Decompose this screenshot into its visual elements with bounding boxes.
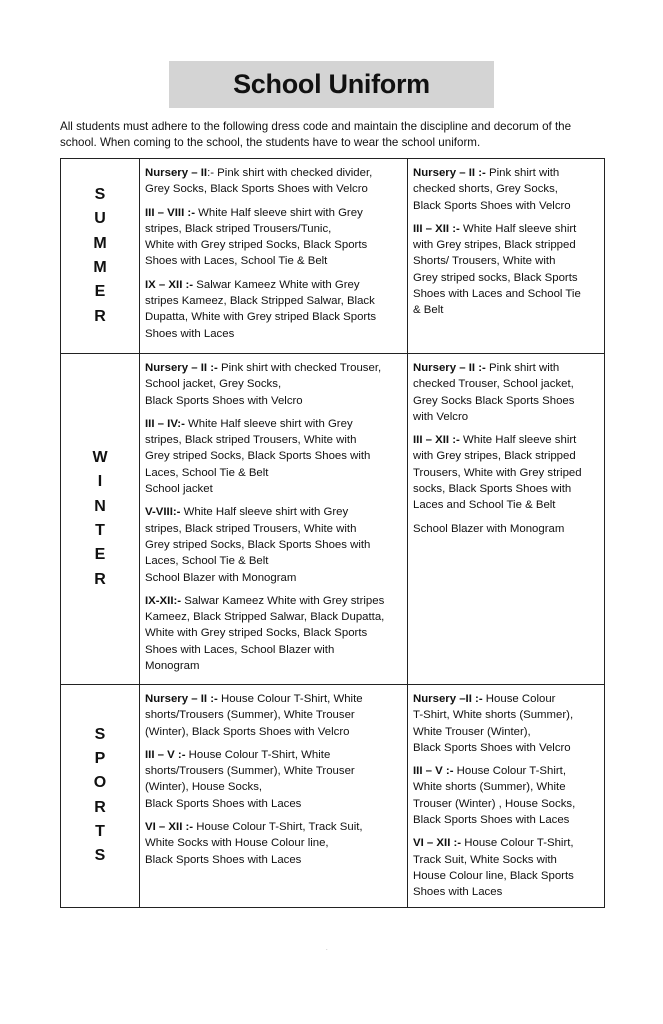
uniform-entry bbox=[145, 205, 401, 270]
entry-line bbox=[145, 360, 401, 376]
season-letter: T bbox=[95, 522, 105, 539]
entry-text: White Trouser (Winter), bbox=[413, 725, 531, 738]
season-cell bbox=[61, 159, 140, 354]
class-label: Nursery – II :- bbox=[145, 362, 218, 374]
entry-line bbox=[413, 237, 598, 253]
entry-line bbox=[145, 570, 401, 586]
entry-text: Shoes with Laces and School Tie bbox=[413, 288, 581, 301]
uniform-table bbox=[60, 158, 605, 908]
season-letter: S bbox=[94, 725, 106, 743]
entry-line bbox=[145, 625, 401, 641]
intro-paragraph bbox=[60, 119, 606, 150]
class-label: III – XII :- bbox=[413, 434, 460, 447]
entry-text: Pink shirt with bbox=[485, 362, 560, 374]
entry-text: Shoes with Laces, School Tie & Belt bbox=[145, 255, 328, 268]
season-letter: T bbox=[95, 823, 105, 841]
class-label: III – XII :- bbox=[413, 222, 460, 235]
season-letter: R bbox=[94, 307, 106, 325]
junior-cell bbox=[408, 354, 605, 685]
entry-text: Shorts/ Trousers, White with bbox=[413, 255, 556, 268]
entry-line bbox=[145, 416, 401, 432]
entry-text: School Blazer with Monogram bbox=[413, 522, 565, 535]
entry-text: T-Shirt, White shorts (Summer), bbox=[413, 709, 574, 722]
entry-text: White Half sleeve shirt with Grey bbox=[195, 206, 363, 219]
class-label: V-VIII:- bbox=[145, 506, 181, 519]
entry-text: Grey striped socks, Black Sports bbox=[413, 271, 578, 284]
entry-line bbox=[145, 642, 401, 658]
entry-line bbox=[413, 852, 598, 868]
entry-line bbox=[145, 165, 401, 181]
entry-text: stripes, Black striped Trousers, White with bbox=[145, 434, 357, 447]
entry-text: Monogram bbox=[145, 660, 200, 673]
season-letter: O bbox=[93, 774, 107, 792]
uniform-entry bbox=[145, 747, 401, 812]
entry-line bbox=[145, 521, 401, 537]
entry-line bbox=[413, 302, 598, 318]
entry-line bbox=[413, 884, 598, 900]
entry-text: stripes Kameez, Black Stripped Salwar, Black bbox=[145, 295, 375, 308]
season-letter: S bbox=[94, 847, 106, 865]
entry-line bbox=[413, 376, 598, 392]
season-cell bbox=[61, 685, 140, 908]
entry-text: House Colour T-Shirt, bbox=[461, 837, 574, 850]
junior-cell bbox=[408, 159, 605, 354]
entry-line bbox=[145, 181, 401, 197]
class-label: III – V :- bbox=[413, 765, 454, 778]
uniform-entry bbox=[413, 165, 598, 214]
season-row bbox=[61, 159, 605, 354]
uniform-entry bbox=[145, 165, 401, 198]
season-letter: P bbox=[94, 750, 106, 768]
entry-line bbox=[413, 253, 598, 269]
entry-text: stripes, Black striped Trousers/Tunic, bbox=[145, 222, 332, 235]
entry-text: School jacket bbox=[145, 483, 213, 496]
title-box bbox=[169, 61, 494, 108]
entry-line bbox=[145, 253, 401, 269]
class-label: Nursery –II :- bbox=[413, 693, 483, 705]
entry-line bbox=[145, 593, 401, 609]
class-label: III – VIII :- bbox=[145, 206, 196, 219]
uniform-entry bbox=[145, 416, 401, 497]
entry-text: White with Grey striped Socks, Black Sports bbox=[145, 239, 368, 252]
entry-text: Black Sports Shoes with Laces bbox=[145, 797, 302, 810]
entry-line bbox=[413, 497, 598, 513]
entry-line bbox=[145, 691, 401, 707]
cell-content bbox=[140, 159, 407, 348]
entry-line bbox=[145, 537, 401, 553]
uniform-entry bbox=[145, 593, 401, 674]
class-label: Nursery – II :- bbox=[413, 362, 486, 374]
entry-text: Grey striped Socks, Black Sports Shoes with bbox=[145, 538, 371, 551]
page-title: School Uniform bbox=[233, 69, 430, 99]
entry-line bbox=[413, 465, 598, 481]
entry-text: White Half sleeve shirt with Grey bbox=[180, 506, 349, 519]
season-letter: N bbox=[94, 497, 106, 515]
entry-text: Laces and School Tie & Belt bbox=[413, 499, 556, 512]
entry-line bbox=[413, 181, 598, 197]
entry-line bbox=[413, 779, 598, 795]
entry-line bbox=[413, 691, 598, 707]
entry-text: White shorts (Summer), White bbox=[413, 781, 566, 794]
entry-line bbox=[145, 852, 401, 868]
entry-line bbox=[145, 707, 401, 723]
uniform-entry bbox=[413, 360, 598, 425]
entry-text: Laces, School Tie & Belt bbox=[145, 555, 269, 568]
entry-text: (Winter), Black Sports Shoes with Velcro bbox=[145, 725, 350, 738]
entry-text: Trouser (Winter) , House Socks, bbox=[413, 797, 576, 810]
season-letter: R bbox=[94, 570, 106, 588]
entry-line bbox=[145, 465, 401, 481]
entry-text: (Winter), House Socks, bbox=[145, 781, 263, 794]
entry-line bbox=[145, 237, 401, 253]
entry-text: School jacket, Grey Socks, bbox=[145, 378, 282, 391]
entry-text: with Grey stripes, Black stripped bbox=[413, 239, 576, 252]
entry-text: Black Sports Shoes with Laces bbox=[413, 814, 570, 827]
entry-line bbox=[145, 432, 401, 448]
entry-line bbox=[413, 198, 598, 214]
entry-text: Salwar Kameez White with Grey bbox=[193, 278, 360, 291]
entry-text: House Colour bbox=[482, 693, 556, 705]
season-row bbox=[61, 354, 605, 685]
entry-line bbox=[145, 376, 401, 392]
entry-text: Pink shirt with checked Trouser, bbox=[217, 362, 382, 374]
uniform-entry bbox=[145, 504, 401, 585]
entry-line bbox=[413, 360, 598, 376]
entry-text: Kameez, Black Stripped Salwar, Black Dupatta, bbox=[145, 611, 385, 624]
entry-line bbox=[145, 504, 401, 520]
entry-line bbox=[413, 763, 598, 779]
season-label bbox=[61, 723, 139, 869]
entry-line bbox=[413, 221, 598, 237]
entry-text: Salwar Kameez White with Grey stripes bbox=[181, 594, 385, 607]
entry-text: Laces, School Tie & Belt bbox=[145, 466, 269, 479]
season-letter: I bbox=[97, 473, 103, 491]
entry-line bbox=[145, 553, 401, 569]
entry-text: with Velcro bbox=[413, 410, 469, 423]
entry-line bbox=[413, 868, 598, 884]
entry-line bbox=[145, 448, 401, 464]
entry-text: checked Trouser, School jacket, bbox=[413, 378, 574, 391]
cell-content bbox=[408, 159, 604, 325]
season-letter: E bbox=[94, 283, 106, 301]
entry-text: School Blazer with Monogram bbox=[145, 571, 297, 584]
entry-text: stripes, Black striped Trousers, White with bbox=[145, 522, 357, 535]
entry-text: White Socks with House Colour line, bbox=[145, 837, 329, 850]
entry-text: Dupatta, White with Grey striped Black Sports bbox=[145, 311, 377, 324]
entry-text: Grey Socks Black Sports Shoes bbox=[413, 394, 575, 407]
entry-line bbox=[145, 277, 401, 293]
entry-line bbox=[145, 763, 401, 779]
class-label: Nursery – II :- bbox=[413, 167, 486, 179]
entry-line bbox=[413, 740, 598, 756]
entry-line bbox=[145, 609, 401, 625]
entry-text: shorts/Trousers (Summer), White Trouser bbox=[145, 709, 355, 722]
entry-text: House Colour line, Black Sports bbox=[413, 869, 574, 882]
junior-cell bbox=[408, 685, 605, 908]
entry-line bbox=[145, 747, 401, 763]
uniform-entry bbox=[145, 360, 401, 409]
season-letter: U bbox=[94, 210, 106, 228]
entry-text: White with Grey striped Socks, Black Sports bbox=[145, 627, 368, 640]
entry-line bbox=[413, 432, 598, 448]
uniform-entry bbox=[413, 221, 598, 319]
season-letter: W bbox=[92, 449, 108, 467]
intro-line: school. When coming to the school, the students have to wear the school uniform. bbox=[60, 135, 481, 149]
entry-text: Black Sports Shoes with Velcro bbox=[145, 394, 303, 407]
cell-content bbox=[140, 685, 407, 874]
season-label bbox=[61, 183, 139, 329]
uniform-entry bbox=[413, 432, 598, 513]
entry-text: House Colour T-Shirt, White bbox=[185, 748, 331, 761]
entry-line bbox=[145, 724, 401, 740]
season-letter: M bbox=[93, 234, 107, 252]
entry-line bbox=[413, 481, 598, 497]
entry-line bbox=[145, 658, 401, 674]
cell-content bbox=[140, 354, 407, 680]
entry-line bbox=[145, 481, 401, 497]
cell-content bbox=[408, 685, 604, 907]
intro-line: All students must adhere to the following dress code and maintain the discipline and decorum of the bbox=[60, 120, 572, 133]
uniform-entry bbox=[413, 763, 598, 828]
entry-text: socks, Black Sports Shoes with bbox=[413, 483, 572, 496]
class-label: Nursery – II :- bbox=[145, 693, 218, 705]
entry-line bbox=[413, 165, 598, 181]
class-label: III – IV:- bbox=[145, 417, 185, 430]
class-label: III – V :- bbox=[145, 748, 186, 761]
entry-line bbox=[413, 812, 598, 828]
entry-line bbox=[413, 707, 598, 723]
entry-text: White Half sleeve shirt bbox=[459, 434, 577, 447]
entry-line bbox=[413, 448, 598, 464]
season-letter: S bbox=[94, 186, 106, 204]
entry-line bbox=[145, 326, 401, 342]
entry-line bbox=[413, 286, 598, 302]
class-label: Nursery – II bbox=[145, 167, 208, 179]
uniform-entry bbox=[413, 691, 598, 756]
entry-text: House Colour T-Shirt, Track Suit, bbox=[193, 821, 363, 834]
entry-line bbox=[145, 221, 401, 237]
entry-text: with Grey stripes, Black stripped bbox=[413, 450, 576, 463]
entry-text: & Belt bbox=[413, 304, 444, 317]
entry-line bbox=[145, 796, 401, 812]
entry-line bbox=[145, 779, 401, 795]
entry-text: Shoes with Laces, School Blazer with bbox=[145, 643, 335, 656]
entry-text: :- Pink shirt with checked divider, bbox=[207, 167, 373, 179]
day-scholar-cell bbox=[140, 354, 408, 685]
entry-line bbox=[413, 521, 598, 537]
entry-line bbox=[413, 409, 598, 425]
entry-line bbox=[413, 796, 598, 812]
season-letter: R bbox=[94, 798, 106, 816]
entry-text: Black Sports Shoes with Velcro bbox=[413, 199, 571, 212]
entry-line bbox=[413, 724, 598, 740]
cell-content bbox=[408, 354, 604, 543]
season-letter: E bbox=[94, 546, 106, 564]
entry-text: shorts/Trousers (Summer), White Trouser bbox=[145, 765, 355, 778]
entry-text: Trousers, White with Grey striped bbox=[413, 466, 582, 479]
entry-line bbox=[145, 205, 401, 221]
class-label: IX – XII :- bbox=[145, 278, 194, 291]
page-mark: . bbox=[326, 946, 328, 952]
entry-text: Pink shirt with bbox=[485, 167, 560, 179]
entry-text: Grey striped Socks, Black Sports Shoes with bbox=[145, 450, 371, 463]
class-label: IX-XII:- bbox=[145, 594, 182, 607]
day-scholar-cell bbox=[140, 685, 408, 908]
uniform-entry bbox=[145, 819, 401, 868]
entry-text: Track Suit, White Socks with bbox=[413, 853, 557, 866]
uniform-entry bbox=[413, 835, 598, 900]
day-scholar-cell bbox=[140, 159, 408, 354]
entry-line bbox=[145, 819, 401, 835]
entry-text: House Colour T-Shirt, White bbox=[217, 693, 363, 705]
uniform-entry bbox=[145, 691, 401, 740]
entry-text: Shoes with Laces bbox=[413, 886, 503, 899]
entry-line bbox=[145, 293, 401, 309]
entry-text: Shoes with Laces bbox=[145, 327, 235, 340]
entry-text: White Half sleeve shirt with Grey bbox=[184, 417, 353, 430]
entry-line bbox=[145, 309, 401, 325]
entry-line bbox=[413, 835, 598, 851]
entry-text: Grey Socks, Black Sports Shoes with Velcro bbox=[145, 183, 368, 196]
entry-text: White Half sleeve shirt bbox=[459, 222, 577, 235]
season-row bbox=[61, 685, 605, 908]
season-cell bbox=[61, 354, 140, 685]
entry-line bbox=[413, 393, 598, 409]
uniform-entry bbox=[413, 521, 598, 537]
entry-line bbox=[413, 270, 598, 286]
entry-text: checked shorts, Grey Socks, bbox=[413, 183, 558, 196]
entry-line bbox=[145, 835, 401, 851]
entry-text: Black Sports Shoes with Velcro bbox=[413, 741, 571, 754]
entry-line bbox=[145, 393, 401, 409]
class-label: VI – XII :- bbox=[145, 821, 194, 834]
uniform-entry bbox=[145, 277, 401, 342]
class-label: VI – XII :- bbox=[413, 837, 462, 850]
entry-text: House Colour T-Shirt, bbox=[453, 765, 566, 778]
entry-text: Black Sports Shoes with Laces bbox=[145, 853, 302, 866]
season-label bbox=[61, 446, 139, 592]
season-letter: M bbox=[93, 259, 107, 276]
